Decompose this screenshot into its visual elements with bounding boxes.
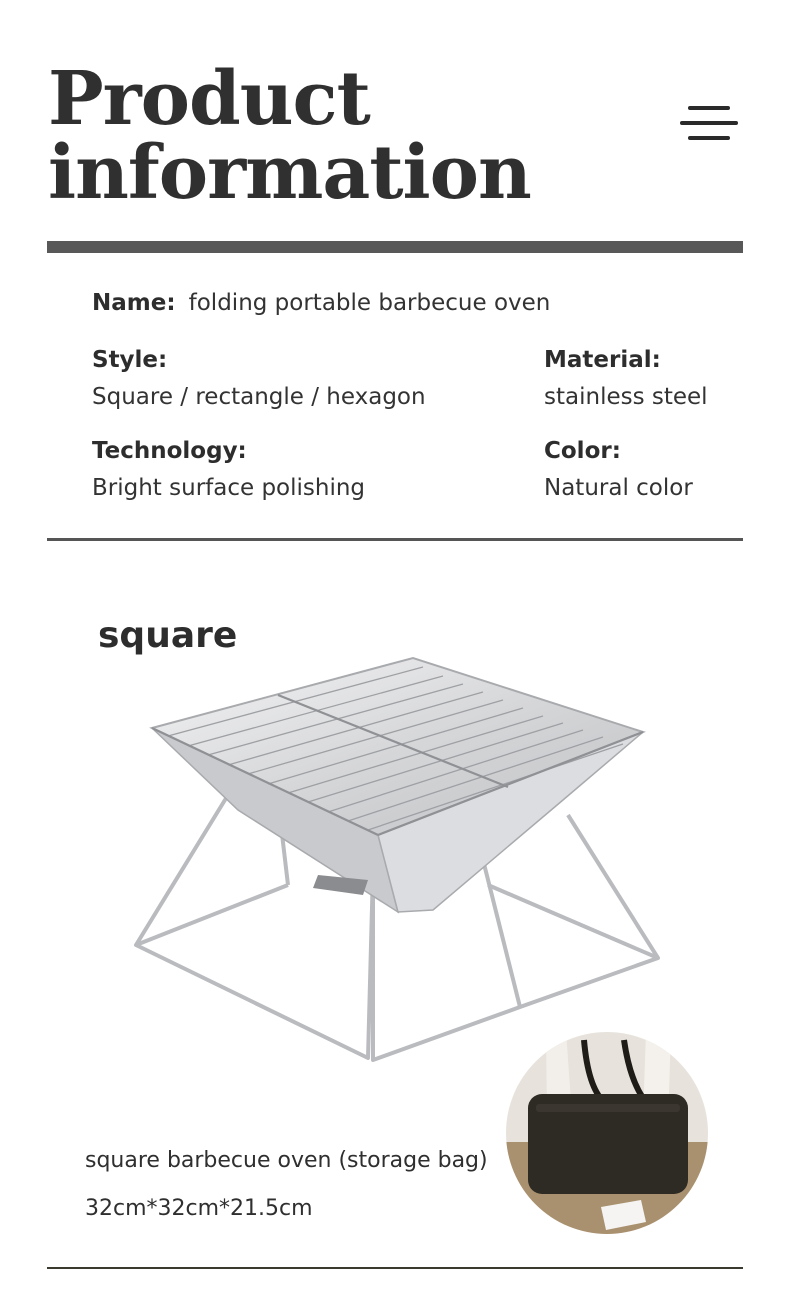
footer-divider [47, 1267, 743, 1269]
grill-image [128, 650, 668, 1070]
spec-name [92, 290, 550, 316]
style-value: Square / rectangle / hexagon [92, 384, 426, 410]
color-value: Natural color [544, 475, 693, 501]
name-label: Name: [92, 290, 176, 316]
specs-divider [47, 538, 743, 541]
product-caption-name: square barbecue oven (storage bag) [85, 1148, 488, 1173]
page-title [48, 56, 531, 216]
material-label: Material: [544, 347, 661, 373]
product-caption-size: 32cm*32cm*21.5cm [85, 1196, 313, 1221]
menu-icon[interactable] [680, 106, 738, 140]
technology-label: Technology: [92, 438, 247, 464]
header-divider-bar [47, 241, 743, 253]
style-label: Style: [92, 347, 168, 373]
name-value: folding portable barbecue oven [188, 290, 551, 316]
technology-value: Bright surface polishing [92, 475, 366, 501]
section-title: square [98, 615, 238, 656]
material-value: stainless steel [544, 384, 708, 410]
title-line-2: information [48, 130, 531, 216]
title-line-1: Product [48, 56, 370, 142]
color-label: Color: [544, 438, 621, 464]
storage-bag-photo [506, 1032, 708, 1234]
